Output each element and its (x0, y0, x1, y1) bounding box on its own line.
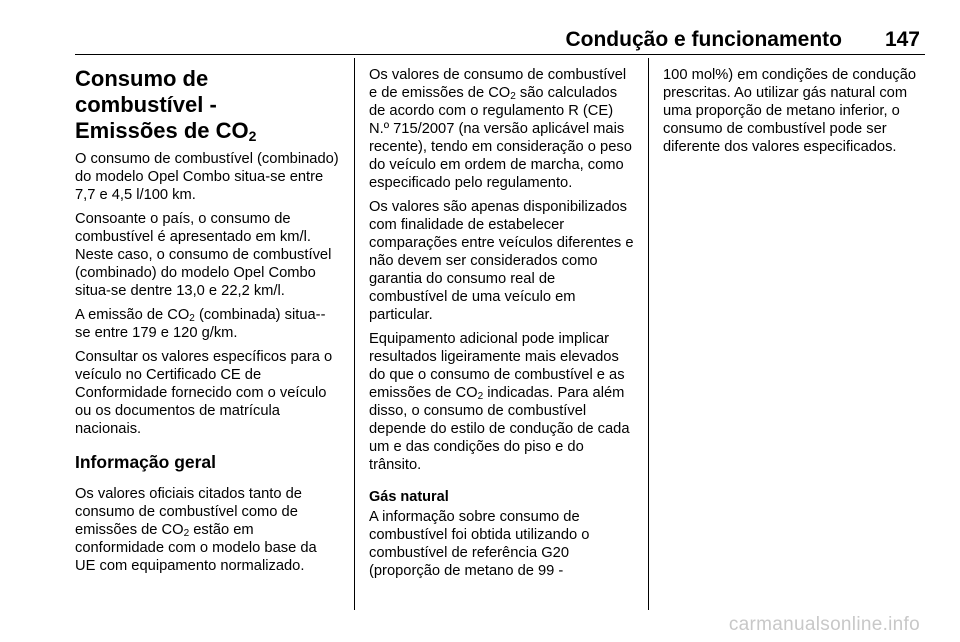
watermark: carmanualsonline.info (728, 614, 920, 635)
paragraph-consumption-kml: Consoante o país, o consumo de combustível é apresentado em km/l. Neste caso, o consumo de combustível (combinado) do modelo Opel Combo situa-se dentre 13,0 e 22,2 km/l. (75, 211, 332, 299)
section-heading (75, 66, 340, 144)
running-header-title: Condução e funcionamento (565, 28, 842, 51)
paragraph-additional-equipment (369, 330, 634, 474)
paragraph-consumption-range: O consumo de combustível (combinado) do modelo Opel Combo situa-se entre 7,7 e 4,5 l/100 km. (75, 151, 339, 203)
paragraph-co2-emission (75, 306, 340, 342)
equip-text-b: indicadas. Para além disso, o consumo de combustível depende do estilo de condução de cada um e das condições do piso e do trânsito. (369, 385, 630, 473)
text-column-3 (663, 66, 925, 610)
page-number: 147 (884, 28, 920, 51)
section-heading-line1: Consumo de combustível - (75, 66, 217, 117)
text-column-1 (75, 62, 340, 610)
paragraph-comparison: Os valores são apenas disponibilizados com finalidade de estabelecer comparações entre veículos diferentes e não devem ser considerados como garantia do consumo real de combustível de uma veículo em particular. (369, 199, 634, 323)
official-subscript: 2 (183, 528, 190, 539)
section-heading-subscript: 2 (248, 128, 257, 144)
paragraph-calculation (369, 66, 634, 192)
co2-text-b: (combinada) situa--se entre 179 e 120 g/km. (75, 307, 326, 341)
co2-text-a: A emissão de CO (75, 307, 190, 323)
official-text-b: estão em conformidade com o modelo base da UE com equipamento normalizado. (75, 522, 317, 574)
calc-text-a: Os valores de consumo de combustível e de emissões de CO (369, 67, 627, 101)
equip-text-a: Equipamento adicional pode implicar resultados ligeiramente mais elevados do que o consumo de combustível e as emissões de CO (369, 331, 625, 401)
column-divider-2 (648, 58, 649, 610)
calc-subscript: 2 (510, 91, 516, 102)
column-divider-1 (354, 58, 355, 610)
header-divider (75, 54, 925, 55)
paragraph-official-values (75, 485, 340, 575)
subheading-general-info: Informação geral (75, 452, 217, 472)
subheading-natural-gas: Gás natural (369, 489, 449, 505)
calc-text-b: são calculados de acordo com o regulamento R (CE) N.º 715/2007 (na versão aplicável mais recente), tendo em consideração o peso do veículo em ordem de marcha, como especificado pelo regulamento. (369, 85, 632, 191)
paragraph-certificate: Consultar os valores específicos para o veículo no Certificado CE de Conformidade fornecido com o veículo ou os documentos de matrícula nacionais. (75, 349, 333, 437)
paragraph-natural-gas: A informação sobre consumo de combustível foi obtida utilizando o combustível de referência G20 (proporção de metano de 99 - (369, 509, 590, 579)
paragraph-natural-gas-continued: 100 mol%) em condições de condução prescritas. Ao utilizar gás natural com uma proporção de metano inferior, o consumo de combustível pode ser diferente dos valores especificados. (663, 67, 917, 155)
text-column-2 (369, 66, 634, 610)
section-heading-line2: Emissões de CO (75, 118, 249, 143)
co2-subscript: 2 (189, 313, 195, 324)
official-text-a: Os valores oficiais citados tanto de consumo de combustível como de emissões de CO (75, 486, 302, 538)
equip-subscript: 2 (477, 391, 484, 402)
